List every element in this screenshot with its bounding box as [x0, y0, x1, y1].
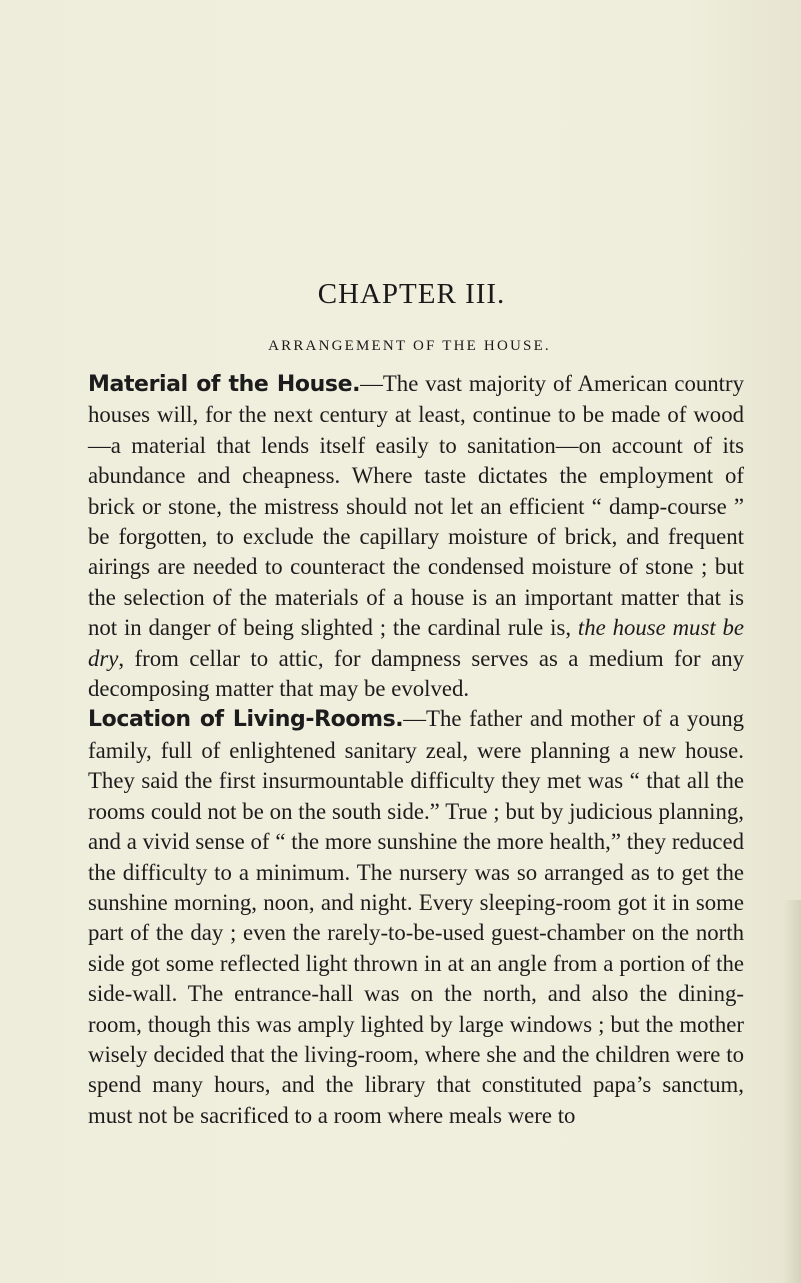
- body-text: [88, 369, 744, 1131]
- section-heading: ARRANGEMENT OF THE HOUSE.: [268, 338, 551, 354]
- run-in-heading-material: Material of the House.: [88, 372, 361, 397]
- page-edge-shadow: [783, 900, 801, 1283]
- paragraph-material: [88, 369, 744, 704]
- paragraph-text: —The father and mother of a young family, full of enlightened sanitary zeal, were planning a new house. They said the first insurmountable difficulty they met was “ that all the rooms could not be on the south side.” True ; but by judicious planning, and a vivid sense of “ the more sunshine the more health,” they reduced the difficulty to a minimum. The nursery was so arranged as to get the sunshine morning, noon, and night. Every sleeping-room got it in some part of the day ; even the rarely-to-be-used guest-chamber on the north side got some reflected light thrown in at an angle from a portion of the side-wall. The entrance-hall was on the north, and also the dining-room, though this was amply lighted by large windows ; but the mother wisely decided that the living-room, where she and the children were to spend many hours, and the library that constituted papa’s sanctum, must not be sacrificed to a room where meals were to: [88, 706, 744, 1128]
- paragraph-location: [88, 704, 744, 1131]
- paragraph-text: , from cellar to attic, for dampness serves as a medium for any decomposing matter that may be evolved.: [88, 645, 744, 702]
- run-in-heading-location: Location of Living-Rooms.: [88, 707, 404, 733]
- chapter-title: CHAPTER III.: [317, 278, 506, 310]
- paragraph-text: —The vast majority of American country houses will, for the next century at least, continue to be made of wood—a material that lends itself easily to sanitation—on account of its abundance and cheapness. Where taste dictates the employment of brick or stone, the mistress should not let an efficient “ damp-course ” be forgotten, to exclude the capillary moisture of brick, and frequent airings are needed to counteract the condensed moisture of stone ; but the selection of the materials of a house is an important matter that is not in danger of being slighted ; the cardinal rule is,: [88, 371, 744, 641]
- italic-emphasis: the house must be dry: [88, 615, 745, 671]
